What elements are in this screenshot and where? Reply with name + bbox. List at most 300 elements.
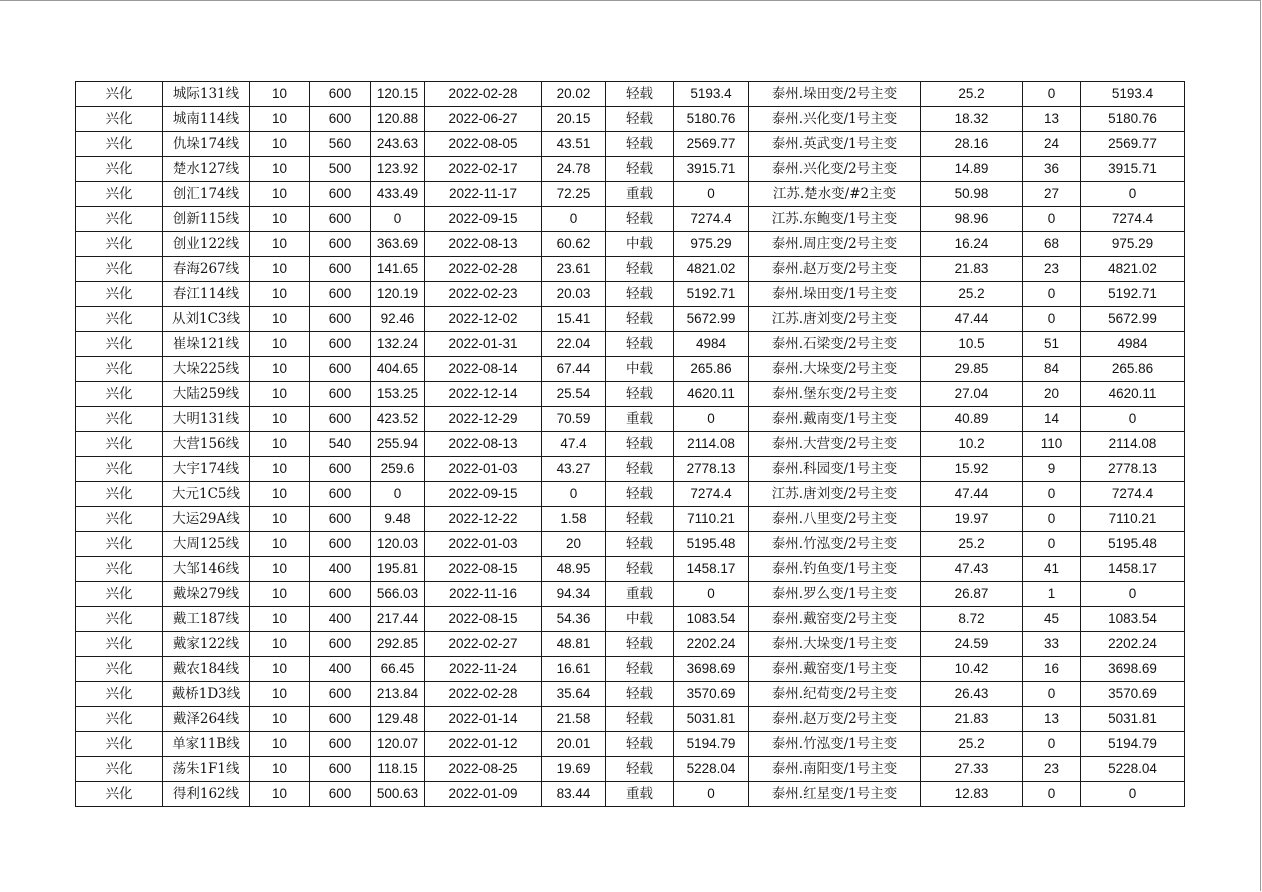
load-status-cell: 轻载: [606, 707, 674, 732]
voltage-cell: 10: [250, 407, 310, 432]
line-name-cell: 大营156线: [163, 432, 250, 457]
date-cell: 2022-01-03: [425, 457, 542, 482]
date-cell: 2022-08-13: [425, 232, 542, 257]
count-cell: 9: [1023, 457, 1081, 482]
max-current-cell: 0: [371, 482, 425, 507]
load-rate-cell: 1.58: [542, 507, 606, 532]
transformer-rate-cell: 27.04: [921, 382, 1023, 407]
load-rate-cell: 43.27: [542, 457, 606, 482]
table-row: [76, 82, 1185, 107]
spare-capacity-cell: 3915.71: [1081, 157, 1185, 182]
spare-capacity-cell: 975.29: [1081, 232, 1185, 257]
transformer-cell: 泰州.红星变/1号主变: [749, 782, 921, 807]
spare-capacity-cell: 4821.02: [1081, 257, 1185, 282]
voltage-cell: 10: [250, 707, 310, 732]
line-name-cell: 大陆259线: [163, 382, 250, 407]
line-name-cell: 创汇174线: [163, 182, 250, 207]
available-capacity-cell: 265.86: [674, 357, 749, 382]
load-status-cell: 轻载: [606, 332, 674, 357]
region-cell: 兴化: [76, 607, 163, 632]
load-rate-cell: 47.4: [542, 432, 606, 457]
rated-current-cell: 600: [310, 532, 371, 557]
transformer-rate-cell: 18.32: [921, 107, 1023, 132]
count-cell: 51: [1023, 332, 1081, 357]
load-status-cell: 轻载: [606, 282, 674, 307]
transformer-rate-cell: 19.97: [921, 507, 1023, 532]
line-name-cell: 大明131线: [163, 407, 250, 432]
load-status-cell: 轻载: [606, 132, 674, 157]
transformer-cell: 泰州.大垛变/2号主变: [749, 357, 921, 382]
load-rate-cell: 20.01: [542, 732, 606, 757]
load-status-cell: 中载: [606, 357, 674, 382]
line-name-cell: 城南114线: [163, 107, 250, 132]
date-cell: 2022-11-17: [425, 182, 542, 207]
voltage-cell: 10: [250, 282, 310, 307]
load-rate-cell: 25.54: [542, 382, 606, 407]
date-cell: 2022-01-14: [425, 707, 542, 732]
transformer-cell: 泰州.赵万变/2号主变: [749, 707, 921, 732]
table-row: [76, 707, 1185, 732]
available-capacity-cell: 5228.04: [674, 757, 749, 782]
load-rate-cell: 16.61: [542, 657, 606, 682]
load-status-cell: 轻载: [606, 532, 674, 557]
transformer-cell: 泰州.石梁变/2号主变: [749, 332, 921, 357]
rated-current-cell: 600: [310, 757, 371, 782]
max-current-cell: 153.25: [371, 382, 425, 407]
load-rate-cell: 54.36: [542, 607, 606, 632]
load-rate-cell: 67.44: [542, 357, 606, 382]
table-row: [76, 382, 1185, 407]
transformer-cell: 泰州.科园变/1号主变: [749, 457, 921, 482]
voltage-cell: 10: [250, 607, 310, 632]
load-status-cell: 轻载: [606, 482, 674, 507]
table-row: [76, 182, 1185, 207]
voltage-cell: 10: [250, 782, 310, 807]
region-cell: 兴化: [76, 132, 163, 157]
count-cell: 33: [1023, 632, 1081, 657]
date-cell: 2022-08-15: [425, 607, 542, 632]
max-current-cell: 123.92: [371, 157, 425, 182]
table-row: [76, 282, 1185, 307]
date-cell: 2022-09-15: [425, 207, 542, 232]
available-capacity-cell: 2114.08: [674, 432, 749, 457]
line-name-cell: 戴家122线: [163, 632, 250, 657]
count-cell: 23: [1023, 257, 1081, 282]
rated-current-cell: 600: [310, 107, 371, 132]
rated-current-cell: 600: [310, 732, 371, 757]
date-cell: 2022-11-16: [425, 582, 542, 607]
count-cell: 13: [1023, 107, 1081, 132]
spare-capacity-cell: 5193.4: [1081, 82, 1185, 107]
available-capacity-cell: 0: [674, 582, 749, 607]
date-cell: 2022-02-23: [425, 282, 542, 307]
count-cell: 0: [1023, 532, 1081, 557]
max-current-cell: 500.63: [371, 782, 425, 807]
region-cell: 兴化: [76, 457, 163, 482]
voltage-cell: 10: [250, 682, 310, 707]
load-status-cell: 轻载: [606, 732, 674, 757]
available-capacity-cell: 5195.48: [674, 532, 749, 557]
date-cell: 2022-08-05: [425, 132, 542, 157]
available-capacity-cell: 2778.13: [674, 457, 749, 482]
line-name-cell: 大邹146线: [163, 557, 250, 582]
table-row: [76, 732, 1185, 757]
rated-current-cell: 600: [310, 282, 371, 307]
transformer-cell: 泰州.竹泓变/1号主变: [749, 732, 921, 757]
region-cell: 兴化: [76, 257, 163, 282]
spare-capacity-cell: 5672.99: [1081, 307, 1185, 332]
region-cell: 兴化: [76, 557, 163, 582]
rated-current-cell: 600: [310, 182, 371, 207]
voltage-cell: 10: [250, 107, 310, 132]
table-row: [76, 332, 1185, 357]
region-cell: 兴化: [76, 482, 163, 507]
transformer-cell: 泰州.钓鱼变/1号主变: [749, 557, 921, 582]
region-cell: 兴化: [76, 282, 163, 307]
table-body: [76, 82, 1185, 807]
available-capacity-cell: 5194.79: [674, 732, 749, 757]
load-rate-cell: 15.41: [542, 307, 606, 332]
transformer-cell: 泰州.纪荀变/2号主变: [749, 682, 921, 707]
line-name-cell: 单家11B线: [163, 732, 250, 757]
line-name-cell: 戴垛279线: [163, 582, 250, 607]
load-status-cell: 轻载: [606, 757, 674, 782]
region-cell: 兴化: [76, 357, 163, 382]
date-cell: 2022-01-31: [425, 332, 542, 357]
load-rate-cell: 21.58: [542, 707, 606, 732]
max-current-cell: 0: [371, 207, 425, 232]
table-row: [76, 207, 1185, 232]
rated-current-cell: 600: [310, 332, 371, 357]
max-current-cell: 243.63: [371, 132, 425, 157]
table-row: [76, 582, 1185, 607]
load-status-cell: 轻载: [606, 507, 674, 532]
region-cell: 兴化: [76, 407, 163, 432]
voltage-cell: 10: [250, 357, 310, 382]
max-current-cell: 120.15: [371, 82, 425, 107]
count-cell: 110: [1023, 432, 1081, 457]
table-row: [76, 682, 1185, 707]
date-cell: 2022-09-15: [425, 482, 542, 507]
rated-current-cell: 540: [310, 432, 371, 457]
date-cell: 2022-02-28: [425, 82, 542, 107]
transformer-cell: 泰州.垛田变/2号主变: [749, 82, 921, 107]
rated-current-cell: 600: [310, 407, 371, 432]
count-cell: 0: [1023, 732, 1081, 757]
available-capacity-cell: 4984: [674, 332, 749, 357]
date-cell: 2022-02-17: [425, 157, 542, 182]
count-cell: 0: [1023, 207, 1081, 232]
max-current-cell: 118.15: [371, 757, 425, 782]
load-rate-cell: 20: [542, 532, 606, 557]
rated-current-cell: 600: [310, 257, 371, 282]
date-cell: 2022-11-24: [425, 657, 542, 682]
spare-capacity-cell: 1083.54: [1081, 607, 1185, 632]
table-row: [76, 307, 1185, 332]
region-cell: 兴化: [76, 707, 163, 732]
table-row: [76, 507, 1185, 532]
load-rate-cell: 0: [542, 482, 606, 507]
region-cell: 兴化: [76, 682, 163, 707]
table-row: [76, 632, 1185, 657]
max-current-cell: 404.65: [371, 357, 425, 382]
max-current-cell: 566.03: [371, 582, 425, 607]
load-status-cell: 中载: [606, 232, 674, 257]
max-current-cell: 255.94: [371, 432, 425, 457]
count-cell: 0: [1023, 682, 1081, 707]
load-rate-cell: 19.69: [542, 757, 606, 782]
transformer-rate-cell: 24.59: [921, 632, 1023, 657]
load-status-cell: 轻载: [606, 382, 674, 407]
date-cell: 2022-08-14: [425, 357, 542, 382]
spare-capacity-cell: 2114.08: [1081, 432, 1185, 457]
transformer-cell: 泰州.周庄变/2号主变: [749, 232, 921, 257]
table-row: [76, 782, 1185, 807]
available-capacity-cell: 5180.76: [674, 107, 749, 132]
transformer-cell: 泰州.兴化变/2号主变: [749, 157, 921, 182]
transformer-cell: 泰州.垛田变/1号主变: [749, 282, 921, 307]
voltage-cell: 10: [250, 432, 310, 457]
load-rate-cell: 48.95: [542, 557, 606, 582]
load-status-cell: 轻载: [606, 107, 674, 132]
rated-current-cell: 600: [310, 357, 371, 382]
table-row: [76, 657, 1185, 682]
transformer-rate-cell: 27.33: [921, 757, 1023, 782]
table-row: [76, 107, 1185, 132]
date-cell: 2022-12-22: [425, 507, 542, 532]
load-rate-cell: 0: [542, 207, 606, 232]
date-cell: 2022-06-27: [425, 107, 542, 132]
transformer-cell: 泰州.戴窑变/2号主变: [749, 607, 921, 632]
transformer-rate-cell: 14.89: [921, 157, 1023, 182]
count-cell: 1: [1023, 582, 1081, 607]
spare-capacity-cell: 5192.71: [1081, 282, 1185, 307]
rated-current-cell: 600: [310, 482, 371, 507]
count-cell: 13: [1023, 707, 1081, 732]
available-capacity-cell: 7274.4: [674, 482, 749, 507]
available-capacity-cell: 4620.11: [674, 382, 749, 407]
load-rate-cell: 48.81: [542, 632, 606, 657]
max-current-cell: 141.65: [371, 257, 425, 282]
load-rate-cell: 23.61: [542, 257, 606, 282]
transformer-rate-cell: 10.2: [921, 432, 1023, 457]
max-current-cell: 120.19: [371, 282, 425, 307]
voltage-cell: 10: [250, 757, 310, 782]
transformer-rate-cell: 10.5: [921, 332, 1023, 357]
load-rate-cell: 20.03: [542, 282, 606, 307]
transformer-cell: 泰州.戴窑变/1号主变: [749, 657, 921, 682]
date-cell: 2022-08-15: [425, 557, 542, 582]
available-capacity-cell: 5031.81: [674, 707, 749, 732]
load-status-cell: 轻载: [606, 557, 674, 582]
count-cell: 14: [1023, 407, 1081, 432]
table-row: [76, 607, 1185, 632]
spare-capacity-cell: 0: [1081, 182, 1185, 207]
voltage-cell: 10: [250, 732, 310, 757]
spare-capacity-cell: 0: [1081, 407, 1185, 432]
max-current-cell: 9.48: [371, 507, 425, 532]
load-status-cell: 重载: [606, 407, 674, 432]
region-cell: 兴化: [76, 157, 163, 182]
transformer-rate-cell: 50.98: [921, 182, 1023, 207]
max-current-cell: 66.45: [371, 657, 425, 682]
spare-capacity-cell: 2202.24: [1081, 632, 1185, 657]
voltage-cell: 10: [250, 307, 310, 332]
load-status-cell: 中载: [606, 607, 674, 632]
rated-current-cell: 560: [310, 132, 371, 157]
spare-capacity-cell: 7110.21: [1081, 507, 1185, 532]
count-cell: 0: [1023, 782, 1081, 807]
date-cell: 2022-12-29: [425, 407, 542, 432]
line-name-cell: 楚水127线: [163, 157, 250, 182]
available-capacity-cell: 1083.54: [674, 607, 749, 632]
transformer-rate-cell: 8.72: [921, 607, 1023, 632]
line-name-cell: 创新115线: [163, 207, 250, 232]
available-capacity-cell: 3915.71: [674, 157, 749, 182]
spare-capacity-cell: 7274.4: [1081, 482, 1185, 507]
voltage-cell: 10: [250, 182, 310, 207]
rated-current-cell: 600: [310, 457, 371, 482]
rated-current-cell: 600: [310, 782, 371, 807]
load-rate-cell: 35.64: [542, 682, 606, 707]
max-current-cell: 363.69: [371, 232, 425, 257]
region-cell: 兴化: [76, 82, 163, 107]
transformer-rate-cell: 40.89: [921, 407, 1023, 432]
line-name-cell: 崔垛121线: [163, 332, 250, 357]
voltage-cell: 10: [250, 657, 310, 682]
count-cell: 0: [1023, 507, 1081, 532]
voltage-cell: 10: [250, 582, 310, 607]
spare-capacity-cell: 1458.17: [1081, 557, 1185, 582]
transformer-cell: 泰州.戴南变/1号主变: [749, 407, 921, 432]
line-name-cell: 仇垛174线: [163, 132, 250, 157]
date-cell: 2022-01-12: [425, 732, 542, 757]
transformer-rate-cell: 21.83: [921, 707, 1023, 732]
transformer-cell: 泰州.大垛变/1号主变: [749, 632, 921, 657]
count-cell: 16: [1023, 657, 1081, 682]
spare-capacity-cell: 0: [1081, 582, 1185, 607]
load-status-cell: 重载: [606, 582, 674, 607]
rated-current-cell: 600: [310, 682, 371, 707]
load-rate-cell: 24.78: [542, 157, 606, 182]
rated-current-cell: 600: [310, 707, 371, 732]
transformer-rate-cell: 16.24: [921, 232, 1023, 257]
line-name-cell: 城际131线: [163, 82, 250, 107]
transformer-cell: 泰州.大营变/2号主变: [749, 432, 921, 457]
date-cell: 2022-08-25: [425, 757, 542, 782]
region-cell: 兴化: [76, 207, 163, 232]
date-cell: 2022-01-03: [425, 532, 542, 557]
load-status-cell: 轻载: [606, 157, 674, 182]
transformer-cell: 泰州.堡东变/2号主变: [749, 382, 921, 407]
transformer-cell: 江苏.唐刘变/2号主变: [749, 482, 921, 507]
voltage-cell: 10: [250, 332, 310, 357]
load-rate-cell: 70.59: [542, 407, 606, 432]
table-row: [76, 357, 1185, 382]
table-row: [76, 157, 1185, 182]
line-name-cell: 大运29A线: [163, 507, 250, 532]
transformer-cell: 泰州.赵万变/2号主变: [749, 257, 921, 282]
voltage-cell: 10: [250, 557, 310, 582]
table-row: [76, 132, 1185, 157]
date-cell: 2022-02-27: [425, 632, 542, 657]
region-cell: 兴化: [76, 232, 163, 257]
region-cell: 兴化: [76, 307, 163, 332]
spare-capacity-cell: 4620.11: [1081, 382, 1185, 407]
region-cell: 兴化: [76, 382, 163, 407]
load-status-cell: 轻载: [606, 457, 674, 482]
load-status-cell: 轻载: [606, 657, 674, 682]
line-name-cell: 春海267线: [163, 257, 250, 282]
transformer-cell: 泰州.南阳变/1号主变: [749, 757, 921, 782]
rated-current-cell: 500: [310, 157, 371, 182]
transformer-rate-cell: 25.2: [921, 82, 1023, 107]
region-cell: 兴化: [76, 507, 163, 532]
date-cell: 2022-01-09: [425, 782, 542, 807]
voltage-cell: 10: [250, 132, 310, 157]
available-capacity-cell: 0: [674, 407, 749, 432]
line-name-cell: 春江114线: [163, 282, 250, 307]
count-cell: 0: [1023, 282, 1081, 307]
count-cell: 45: [1023, 607, 1081, 632]
line-name-cell: 荡朱1F1线: [163, 757, 250, 782]
spare-capacity-cell: 0: [1081, 782, 1185, 807]
line-name-cell: 大元1C5线: [163, 482, 250, 507]
transformer-rate-cell: 26.43: [921, 682, 1023, 707]
voltage-cell: 10: [250, 507, 310, 532]
spare-capacity-cell: 2569.77: [1081, 132, 1185, 157]
max-current-cell: 433.49: [371, 182, 425, 207]
available-capacity-cell: 7110.21: [674, 507, 749, 532]
region-cell: 兴化: [76, 332, 163, 357]
table-row: [76, 232, 1185, 257]
load-rate-cell: 72.25: [542, 182, 606, 207]
line-name-cell: 戴工187线: [163, 607, 250, 632]
rated-current-cell: 600: [310, 632, 371, 657]
available-capacity-cell: 4821.02: [674, 257, 749, 282]
spare-capacity-cell: 5228.04: [1081, 757, 1185, 782]
table-row: [76, 432, 1185, 457]
date-cell: 2022-02-28: [425, 682, 542, 707]
available-capacity-cell: 2202.24: [674, 632, 749, 657]
load-status-cell: 轻载: [606, 257, 674, 282]
max-current-cell: 195.81: [371, 557, 425, 582]
region-cell: 兴化: [76, 432, 163, 457]
rated-current-cell: 600: [310, 232, 371, 257]
count-cell: 36: [1023, 157, 1081, 182]
region-cell: 兴化: [76, 182, 163, 207]
transformer-cell: 泰州.兴化变/1号主变: [749, 107, 921, 132]
transformer-cell: 泰州.英武变/1号主变: [749, 132, 921, 157]
region-cell: 兴化: [76, 782, 163, 807]
transformer-rate-cell: 29.85: [921, 357, 1023, 382]
rated-current-cell: 600: [310, 507, 371, 532]
spare-capacity-cell: 3570.69: [1081, 682, 1185, 707]
count-cell: 0: [1023, 82, 1081, 107]
transformer-cell: 江苏.唐刘变/2号主变: [749, 307, 921, 332]
line-name-cell: 大周125线: [163, 532, 250, 557]
region-cell: 兴化: [76, 632, 163, 657]
table-row: [76, 557, 1185, 582]
spare-capacity-cell: 5194.79: [1081, 732, 1185, 757]
load-rate-cell: 60.62: [542, 232, 606, 257]
transformer-rate-cell: 10.42: [921, 657, 1023, 682]
line-name-cell: 得利162线: [163, 782, 250, 807]
spare-capacity-cell: 265.86: [1081, 357, 1185, 382]
max-current-cell: 120.07: [371, 732, 425, 757]
table-row: [76, 532, 1185, 557]
load-status-cell: 轻载: [606, 432, 674, 457]
